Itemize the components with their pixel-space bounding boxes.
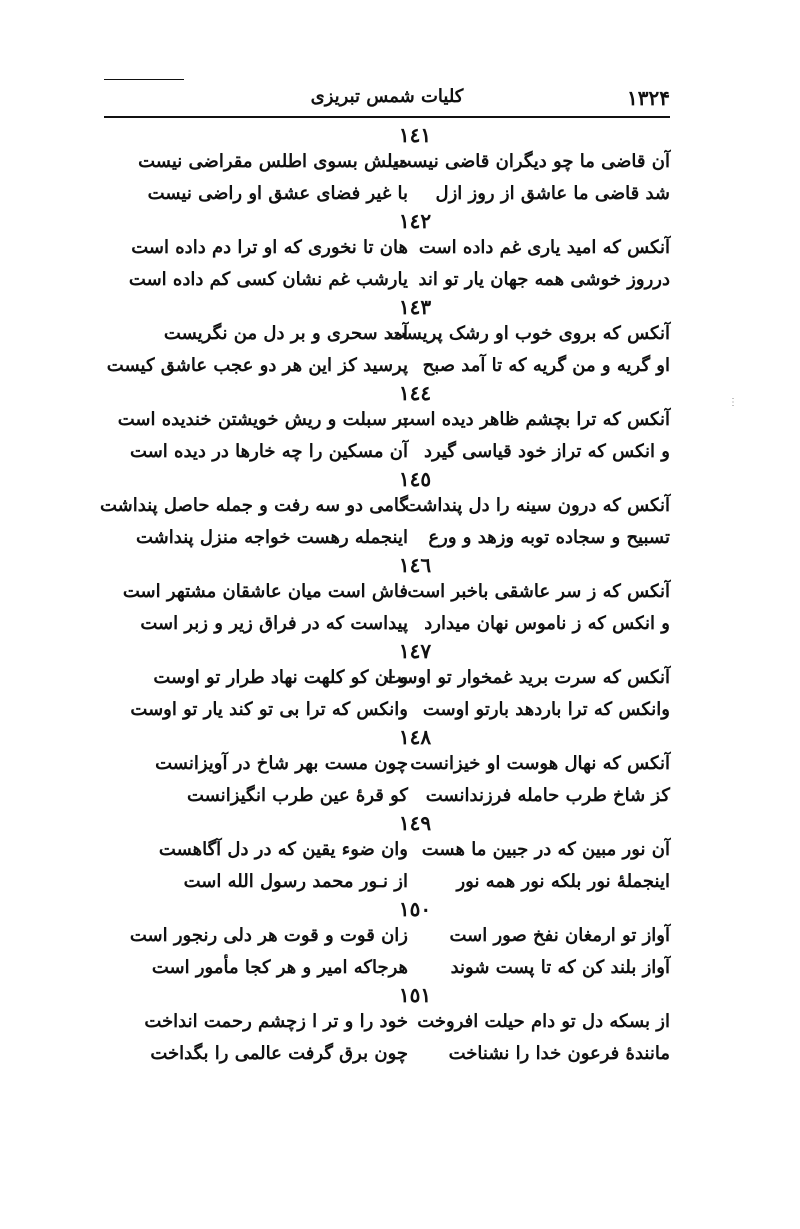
second-hemistich: و ان کو کلهت نهاد طرار تو اوست [153, 667, 408, 688]
first-hemistich: آنکس که ترا بچشم ظاهر دیده است [397, 409, 670, 430]
second-hemistich: میلش بسوی اطلس مقراضی نیست [138, 151, 408, 172]
second-hemistich: کو قرهٔ عین طرب انگیزانست [186, 785, 408, 806]
first-hemistich: درروز خوشی همه جهان یار تو اند [418, 269, 670, 290]
poem [130, 639, 670, 726]
first-hemistich: آن نور مبین که در جبین ما هست [421, 839, 670, 860]
poem-number: ۱٤٦ [398, 553, 432, 577]
second-hemistich: بر سبلت و ریش خویشتن خندیده است [117, 409, 408, 430]
page-number: ۱۳۲۴ [627, 86, 670, 110]
second-hemistich: زان قوت و قوت هر دلی رنجور است [129, 925, 408, 946]
first-hemistich: اینجملهٔ نور بلکه نور همه نور [456, 871, 670, 892]
header-rule-extra [104, 79, 184, 80]
couplet [153, 662, 670, 694]
first-hemistich: آنکس که بروی خوب او رشک پریست [388, 323, 670, 344]
couplet [160, 318, 670, 350]
first-hemistich: آنکس که امید یاری غم داده است [418, 237, 670, 258]
poem-number: ۱٥۰ [398, 897, 432, 921]
poem [128, 209, 670, 296]
poem [160, 812, 670, 898]
couplet [160, 866, 670, 898]
header-rule [104, 116, 670, 118]
poem [129, 897, 670, 984]
first-hemistich: آواز بلند کن که تا پست شوند [450, 957, 670, 978]
couplet [136, 522, 670, 554]
second-hemistich: فاش است میان عاشقان مشتهر است [122, 581, 408, 602]
couplet [155, 748, 670, 780]
margin-speck: ⋮ [728, 397, 738, 408]
page-header [104, 86, 670, 112]
poem [100, 467, 670, 554]
poem [138, 123, 670, 210]
first-hemistich: تسبیح و سجاده توبه وزهد و ورع [428, 527, 670, 548]
poem-number: ۱٤٤ [398, 381, 432, 405]
second-hemistich: خود را و تر ا زچشم رحمت انداخت [144, 1011, 408, 1032]
couplet [117, 404, 670, 436]
couplet [129, 920, 670, 952]
couplet [147, 178, 670, 210]
poem [106, 295, 670, 382]
first-hemistich: وانکس که ترا باردهد بارتو اوست [422, 699, 670, 720]
second-hemistich: یارشب غم نشان کسی کم داده است [128, 269, 408, 290]
poem [122, 553, 670, 640]
first-hemistich: آنکس که سرت برید غمخوار تو اوست [384, 667, 670, 688]
poem [144, 983, 670, 1070]
second-hemistich: اینجمله رهست خواجه منزل پنداشت [136, 527, 408, 548]
couplet [150, 1038, 670, 1070]
couplet [130, 694, 670, 726]
first-hemistich: کز شاخ طرب حامله فرزندانست [425, 785, 670, 806]
running-title: کلیات شمس تبریزی [310, 86, 464, 107]
first-hemistich: آنکس که ز سر عاشقی باخبر است [407, 581, 670, 602]
first-hemistich: آنکس که درون سینه را دل پنداشت [404, 495, 670, 516]
couplet [151, 952, 670, 984]
poem-number: ۱٤۲ [398, 209, 432, 233]
poem-number: ۱٤۹ [398, 811, 432, 835]
poem [117, 381, 670, 468]
second-hemistich: پرسید کز این هر دو عجب عاشق کیست [106, 355, 408, 376]
verse-column [100, 123, 670, 1070]
couplet [144, 1006, 670, 1038]
second-hemistich: با غیر فضای عشق او راضی نیست [147, 183, 408, 204]
second-hemistich: گامی دو سه رفت و جمله حاصل پنداشت [100, 495, 408, 516]
couplet [122, 576, 670, 608]
second-hemistich: چون مست بهر شاخ در آویزانست [155, 753, 408, 774]
poem-number: ۱٤۷ [398, 639, 432, 663]
couplet [106, 350, 670, 382]
first-hemistich: او گریه و من گریه که تا آمد صبح [422, 355, 670, 376]
poem [155, 725, 670, 812]
second-hemistich: هرجاکه امیر و هر کجا مأمور است [151, 957, 408, 978]
poem-number: ۱٤۸ [398, 725, 432, 749]
first-hemistich: مانندهٔ فرعون خدا را نشناخت [448, 1043, 670, 1064]
second-hemistich: وان ضوء یقین که در دل آگاهست [158, 839, 408, 860]
second-hemistich: آن مسکین را چه خارها در دیده است [130, 441, 408, 462]
first-hemistich: آن قاضی ما چو دیگران قاضی نیست [394, 151, 670, 172]
couplet [160, 834, 670, 866]
couplet [140, 608, 670, 640]
second-hemistich: از نـور محمد رسول الله است [183, 871, 408, 892]
first-hemistich: آنکس که نهال هوست او خیزانست [410, 753, 670, 774]
couplet [138, 146, 670, 178]
first-hemistich: و انکس که ز ناموس نهان میدارد [424, 613, 670, 634]
second-hemistich: چون برق گرفت عالمی را بگداخت [150, 1043, 408, 1064]
first-hemistich: شد قاضی ما عاشق از روز ازل [435, 183, 670, 204]
couplet [128, 264, 670, 296]
couplet [160, 780, 670, 812]
first-hemistich: و انکس که تراز خود قیاسی گیرد [423, 441, 670, 462]
poem-number: ۱٤٥ [398, 467, 432, 491]
couplet [100, 490, 670, 522]
second-hemistich: آمد سحری و بر دل من نگریست [163, 323, 408, 344]
first-hemistich: آواز تو ارمغان نفخ صور است [449, 925, 670, 946]
couplet [130, 436, 670, 468]
first-hemistich: از بسکه دل تو دام حیلت افروخت [417, 1011, 670, 1032]
second-hemistich: وانکس که ترا بی تو کند یار تو اوست [130, 699, 408, 720]
second-hemistich: هان تا نخوری که او ترا دم داده است [131, 237, 408, 258]
poem-number: ۱٥۱ [398, 983, 432, 1007]
couplet [131, 232, 670, 264]
poem-number: ۱٤۳ [398, 295, 432, 319]
poem-number: ۱٤۱ [398, 123, 432, 147]
second-hemistich: پیداست که در فراق زیر و زبر است [140, 613, 408, 634]
